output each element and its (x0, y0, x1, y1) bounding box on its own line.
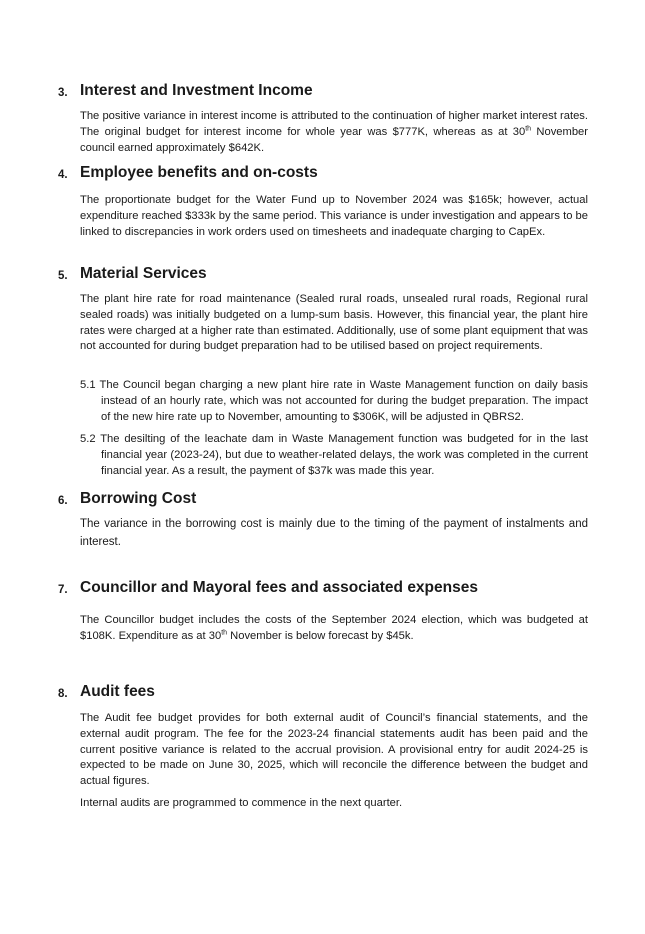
paragraph: The proportionate budget for the Water Fund up to November 2024 was $165k; however, actual expenditure reached $333k by the same period. This variance is under investigation and appears to be linked to discrepancies in work orders used on timesheets and inadequate charging to CapEx. (80, 194, 588, 238)
section-4 (0, 164, 645, 238)
paragraph: The plant hire rate for road maintenance (Sealed rural roads, unsealed rural roads, Regional rural sealed roads) was initially budgeted on a lump-sum basis. However, this financial year, the plant hire rates were charged at a higher rate than estimated. Additionally, use of some plant equipment that was not accounted for during budget preparation had to be utilised based on project requirements. (80, 293, 588, 353)
section-number: 5. (58, 270, 68, 282)
section-3 (0, 82, 645, 154)
section-number: 7. (58, 584, 68, 596)
paragraph: Internal audits are programmed to commence in the next quarter. (80, 797, 403, 809)
section-heading (0, 82, 645, 104)
paragraph: The Audit fee budget provides for both external audit of Council’s financial statements, and the external audit program. The fee for the 2023-24 financial statements audit has been paid and the current positive variance is related to the accrual provision. A provisional entry for audit 2024-25 is expected to be made on June 30, 2025, which will reconcile the difference between the budget and actual figures. (80, 712, 588, 788)
section-7 (0, 579, 645, 642)
section-number: 8. (58, 688, 68, 700)
section-8 (0, 683, 645, 809)
section-title: Borrowing Cost (80, 490, 197, 507)
section-title: Interest and Investment Income (80, 82, 313, 99)
section-title: Employee benefits and on-costs (80, 164, 318, 181)
sub-item: 5.1 The Council began charging a new plant hire rate in Waste Management function on daily basis instead of an hourly rate, which was not accounted for during the budget preparation. The impact of the new hire rate up to November, amounting to $306K, will be adjusted in QBRS2. (80, 379, 588, 423)
section-number: 4. (58, 169, 68, 181)
sub-item: 5.2 The desilting of the leachate dam in Waste Management function was budgeted for in the last financial year (2023-24), but due to weather-related delays, the work was completed in the current financial year. As a result, the payment of $37k was made this year. (80, 433, 588, 477)
section-number: 6. (58, 495, 68, 507)
section-title: Material Services (80, 265, 207, 282)
paragraph: The variance in the borrowing cost is mainly due to the timing of the payment of instalments and interest. (80, 518, 588, 548)
section-heading (0, 490, 645, 512)
section-6 (0, 490, 645, 548)
paragraph: The Councillor budget includes the costs of the September 2024 election, which was budgeted at $108K. Expenditure as at 30th November is below forecast by $45k. (80, 614, 588, 642)
section-number: 3. (58, 87, 68, 99)
section-heading (0, 683, 645, 705)
section-heading (0, 579, 645, 601)
section-heading (0, 164, 645, 186)
section-title: Councillor and Mayoral fees and associated expenses (80, 579, 478, 596)
paragraph: The positive variance in interest income is attributed to the continuation of higher market interest rates. The original budget for interest income for whole year was $777K, whereas as at 30th November council earned approximately $642K. (80, 110, 588, 154)
section-heading (0, 265, 645, 287)
section-5 (0, 265, 645, 477)
section-title: Audit fees (80, 683, 155, 700)
